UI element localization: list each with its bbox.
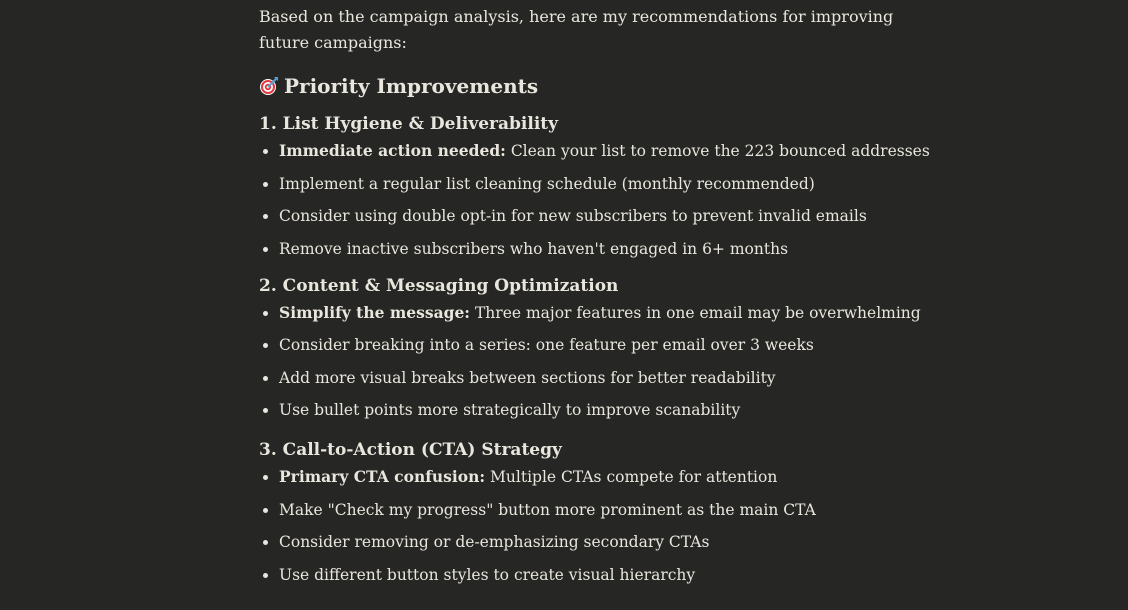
list-item [259, 531, 899, 553]
list-hygiene-list [259, 140, 930, 260]
main-heading-text: Priority Improvements [284, 74, 539, 98]
list-item [259, 399, 899, 421]
list-item-lead: Immediate action needed: [279, 141, 506, 160]
list-item-text: Use bullet points more strategically to improve scanability [279, 401, 741, 419]
intro-paragraph: Based on the campaign analysis, here are my recommendations for improving future campaigns: [259, 7, 894, 52]
section-heading-list-hygiene: 1. List Hygiene & Deliverability [259, 114, 559, 134]
list-item [259, 140, 930, 162]
cta-strategy-list [259, 466, 899, 586]
list-item [259, 499, 899, 521]
list-item-text: Consider removing or de-emphasizing secondary CTAs [279, 533, 710, 551]
list-item-text: Use different button styles to create visual hierarchy [279, 565, 696, 584]
list-item [259, 334, 899, 356]
list-item [259, 173, 899, 195]
list-item-text: Three major features in one email may be overwhelming [470, 303, 921, 322]
list-item-text: Consider breaking into a series: one feature per email over 3 weeks [279, 336, 814, 354]
list-item-lead: Simplify the message: [279, 302, 471, 322]
list-item-text: Consider using double opt-in for new subscribers to prevent invalid emails [279, 207, 867, 225]
target-icon [259, 76, 279, 96]
list-item-text: Add more visual breaks between sections for better readability [279, 368, 776, 387]
list-item-text: Multiple CTAs compete for attention [485, 468, 778, 486]
section-heading-cta-strategy: 3. Call-to-Action (CTA) Strategy [259, 440, 562, 460]
list-item [259, 564, 899, 586]
list-item [259, 205, 899, 227]
list-item-text: Clean your list to remove the 223 bounced addresses [505, 142, 930, 160]
content-messaging-list [259, 302, 921, 422]
list-item [259, 466, 899, 488]
list-item-text: Make "Check my progress" button more prominent as the main CTA [279, 500, 816, 519]
list-item [259, 302, 921, 324]
list-item-text: Implement a regular list cleaning schedule (monthly recommended) [279, 174, 815, 193]
section-heading-content-messaging: 2. Content & Messaging Optimization [259, 275, 619, 296]
priority-improvements-heading [259, 72, 899, 100]
chat-message-content [259, 0, 930, 596]
list-item [259, 238, 899, 260]
list-item [259, 367, 899, 389]
list-item-lead: Primary CTA confusion: [279, 467, 486, 486]
list-item-text: Remove inactive subscribers who haven't engaged in 6+ months [279, 239, 789, 258]
